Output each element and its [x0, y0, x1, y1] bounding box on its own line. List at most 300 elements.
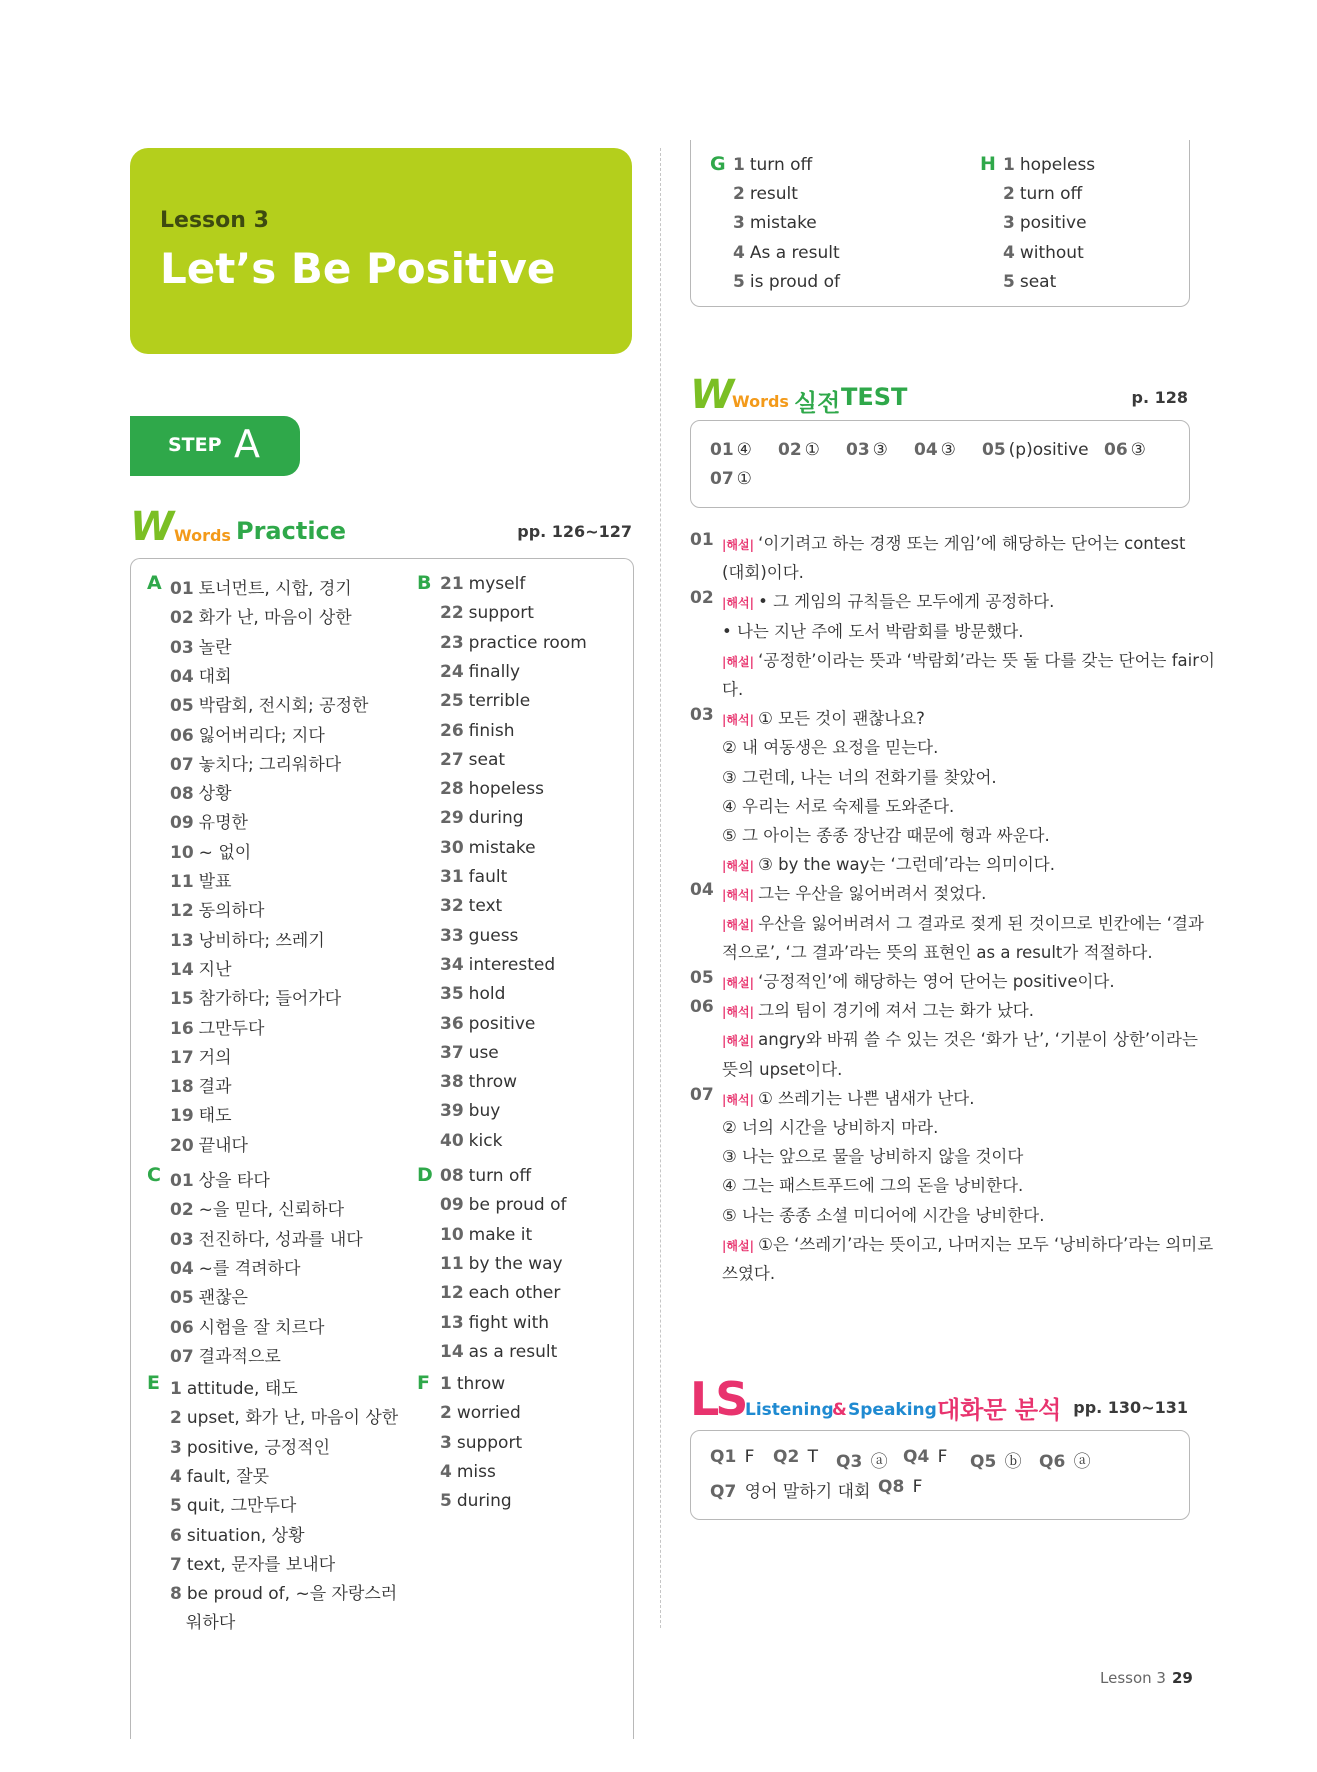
list-item [440, 896, 502, 916]
item-number: 04 [170, 1258, 194, 1279]
answer-value: ⓑ [999, 1452, 1022, 1472]
explanation-number: 02 [690, 588, 714, 609]
item-text: worried [456, 1403, 521, 1424]
list-item [440, 574, 525, 594]
item-number: 06 [170, 725, 194, 746]
item-text: terrible [468, 691, 531, 712]
list-item [733, 155, 812, 175]
item-text: 태도 [198, 1106, 232, 1127]
item-text: during [468, 808, 524, 829]
item-text: mistake [749, 213, 817, 234]
list-item [440, 1014, 535, 1034]
item-number: 08 [170, 784, 194, 805]
explanation-text: 그의 팀이 경기에 져서 그는 화가 났다. [758, 1001, 1034, 1021]
item-number: 17 [170, 1047, 194, 1068]
explanation-tag: |해설| [722, 859, 759, 874]
item-number: 04 [170, 666, 194, 687]
words-label: Words [732, 392, 789, 411]
list-item [170, 1195, 344, 1220]
explanation-text: ③ by the way는 ‘그런데’라는 의미이다. [758, 855, 1055, 875]
list-item [440, 1433, 522, 1453]
item-text: guess [468, 925, 519, 946]
list-item [440, 1043, 499, 1063]
item-text: 그만두다 [198, 1018, 265, 1039]
page-ref: p. 128 [1131, 388, 1188, 407]
answer-value: ① [804, 440, 820, 460]
item-text: turn off [468, 1166, 532, 1186]
item-number: 8 [170, 1584, 182, 1605]
item-number: 4 [733, 242, 745, 263]
item-text: ~을 믿다, 신뢰하다 [198, 1200, 345, 1221]
page-ref: pp. 126~127 [517, 522, 632, 541]
test-ko-label: 실전 [794, 389, 841, 417]
list-item [1003, 155, 1095, 175]
list-item [170, 779, 232, 804]
item-number: 10 [170, 842, 194, 863]
list-item [170, 750, 341, 775]
explanation-line [722, 1085, 975, 1109]
explanation-text: ‘공정한’이라는 뜻과 ‘박람회’라는 뜻 둘 다를 갖는 단어는 fair이 [758, 650, 1215, 670]
item-number: 33 [440, 925, 464, 946]
list-item [440, 662, 520, 682]
list-item [170, 662, 232, 687]
item-text: mistake [468, 837, 536, 858]
explanation-text: ⑤ 나는 종종 소셜 미디어에 시간을 낭비한다. [722, 1205, 1045, 1225]
list-item [1003, 184, 1082, 204]
list-item [733, 272, 840, 292]
lesson-title: Let’s Be Positive [160, 244, 556, 293]
answer-item [1104, 440, 1146, 460]
item-text: 화가 난, 마음이 상한 [198, 608, 352, 629]
list-item [733, 213, 817, 233]
item-text: positive [468, 1013, 536, 1034]
item-text: turn off [749, 155, 813, 175]
explanation-line [722, 793, 954, 817]
explanation-line [722, 968, 1115, 992]
item-text: 대회 [198, 666, 232, 687]
answer-value: T [802, 1447, 819, 1467]
explanation-text: ③ 그런데, 나는 너의 전화기를 찾았어. [722, 767, 997, 787]
group-label-a: A [147, 572, 162, 594]
item-text: make it [468, 1224, 533, 1245]
item-text: 지난 [198, 959, 232, 980]
question-number: Q3 [836, 1452, 863, 1472]
explanation-number: 03 [690, 705, 714, 726]
listening-answer-box [690, 1430, 1190, 1520]
answer-number: 04 [914, 440, 938, 460]
list-item [440, 1342, 557, 1362]
explanation-line [722, 530, 1185, 554]
item-text: 상황 [198, 784, 232, 805]
list-item [1003, 243, 1084, 263]
item-text: hopeless [468, 779, 544, 800]
item-text: 결과 [198, 1077, 232, 1098]
explanation-text: ③ 나는 앞으로 물을 낭비하지 않을 것이다 [722, 1147, 1024, 1167]
item-text: 박람회, 전시회; 공정한 [198, 696, 369, 717]
amp-label: & [832, 1400, 847, 1420]
list-item [733, 243, 840, 263]
item-number: 14 [440, 1341, 464, 1362]
item-number: 31 [440, 867, 464, 887]
item-number: 16 [170, 1018, 194, 1039]
ls-answer-item [970, 1447, 1022, 1472]
item-text: myself [468, 574, 526, 594]
list-item [170, 1225, 363, 1250]
answer-value: ④ [736, 440, 752, 460]
item-number: 34 [440, 954, 464, 975]
item-number: 07 [170, 1346, 194, 1367]
list-item [170, 1166, 270, 1191]
question-number: Q6 [1039, 1452, 1066, 1472]
item-number: 07 [170, 754, 194, 775]
item-text: each other [468, 1283, 561, 1304]
list-item [440, 838, 536, 858]
question-number: Q7 [710, 1482, 737, 1502]
item-text: 발표 [198, 872, 232, 892]
ls-answer-item [903, 1447, 947, 1467]
item-number: 22 [440, 603, 464, 624]
explanation-line [722, 1114, 938, 1138]
explanation-line [722, 997, 1034, 1021]
explanation-line [722, 1143, 1023, 1167]
explanation-line [722, 1231, 1213, 1255]
explanation-text: ①은 ‘쓰레기’라는 뜻이고, 나머지는 모두 ‘낭비하다’라는 의미로 [758, 1234, 1214, 1254]
list-item [440, 984, 505, 1004]
answer-value: F [907, 1477, 923, 1497]
item-number: 12 [440, 1283, 464, 1304]
answer-number: 01 [710, 440, 734, 460]
answer-number: 03 [846, 440, 870, 460]
item-text: kick [468, 1130, 503, 1151]
answer-number: 07 [710, 469, 734, 489]
answer-value: ⓐ [1068, 1452, 1091, 1472]
item-text: support [456, 1432, 523, 1453]
explanation-line [722, 1026, 1198, 1050]
item-number: 27 [440, 749, 464, 770]
explanation-line [722, 676, 743, 700]
list-item [170, 984, 341, 1009]
list-item [440, 1283, 560, 1303]
item-number: 13 [170, 930, 194, 951]
item-text: 잃어버리다; 지다 [198, 725, 325, 746]
list-item [170, 1403, 398, 1428]
explanation-text: 다. [722, 680, 744, 699]
w-logo-icon: W [690, 372, 733, 418]
page-ref: pp. 130~131 [1073, 1398, 1188, 1417]
item-text: As a result [749, 242, 840, 263]
list-item [170, 691, 368, 716]
explanation-text: 우산을 잃어버려서 그 결과로 젖게 된 것이므로 빈칸에는 ‘결과 [758, 913, 1204, 933]
list-item [170, 867, 232, 892]
item-text: by the way [468, 1253, 563, 1274]
list-item [440, 1491, 512, 1511]
item-text: be proud of [468, 1195, 567, 1216]
explanation-text: ‘이기려고 하는 경쟁 또는 게임’에 해당하는 단어는 contest [758, 534, 1186, 553]
list-item [440, 867, 507, 887]
item-number: 6 [170, 1525, 182, 1546]
list-item [440, 1131, 502, 1151]
explanation-text: ① 쓰레기는 나쁜 냄새가 난다. [758, 1088, 975, 1108]
words-practice-heading [130, 506, 632, 552]
item-number: 14 [170, 959, 194, 980]
listening-speaking-heading [690, 1372, 1188, 1430]
answer-value: ① [736, 469, 752, 489]
item-number: 28 [440, 779, 464, 800]
answer-value: 영어 말하기 대회 [739, 1482, 871, 1502]
explanation-tag: |해설| [722, 538, 759, 552]
item-number: 1 [733, 155, 745, 175]
list-item [170, 808, 248, 833]
explanation-line [722, 880, 986, 904]
page-number: 29 [1172, 1669, 1193, 1687]
item-number: 19 [170, 1106, 194, 1127]
explanation-line [722, 1202, 1044, 1226]
item-number: 23 [440, 632, 464, 653]
item-number: 2 [733, 184, 745, 205]
item-number: 06 [170, 1317, 194, 1338]
words-test-heading [690, 372, 1188, 420]
answer-item [846, 440, 888, 460]
explanation-text: • 나는 지난 주에 도서 박람회를 방문했다. [722, 621, 1024, 641]
explanation-tag: |해석| [722, 1092, 759, 1107]
item-text: as a result [468, 1341, 558, 1362]
list-item-continuation: 워하다 [186, 1613, 236, 1634]
explanation-line [722, 559, 804, 583]
item-text: support [468, 603, 534, 624]
item-text: 토너먼트, 시합, 경기 [198, 579, 352, 599]
explanation-text: 뜻의 upset이다. [722, 1059, 843, 1079]
group-label-e: E [147, 1372, 160, 1394]
column-divider [660, 148, 661, 1628]
item-text: 낭비하다; 쓰레기 [198, 930, 325, 951]
explanation-text: ④ 우리는 서로 숙제를 도와준다. [722, 796, 955, 816]
item-text: 시험을 잘 치르다 [198, 1317, 325, 1338]
speaking-label: Speaking [848, 1400, 937, 1420]
list-item [440, 721, 515, 741]
explanation-number: 07 [690, 1084, 714, 1105]
item-number: 37 [440, 1042, 464, 1063]
list-item [170, 721, 325, 746]
item-number: 01 [170, 1171, 194, 1191]
item-text: hopeless [1019, 155, 1096, 175]
explanation-text: ⑤ 그 아이는 종종 장난감 때문에 형과 싸운다. [722, 826, 1050, 845]
item-number: 02 [170, 1200, 194, 1221]
item-number: 03 [170, 1229, 194, 1250]
answer-value: ③ [1130, 440, 1146, 460]
item-number: 18 [170, 1077, 194, 1098]
list-item [170, 838, 251, 863]
item-number: 1 [1003, 155, 1015, 175]
answer-value: ③ [872, 440, 888, 460]
group-label-d: D [417, 1164, 433, 1186]
item-number: 12 [170, 901, 194, 922]
answer-value: ⓐ [865, 1452, 888, 1472]
item-text: 놀란 [198, 637, 232, 658]
item-number: 11 [170, 872, 194, 892]
list-item [170, 1374, 298, 1399]
item-number: 02 [170, 608, 194, 629]
explanation-text: (대회)이다. [722, 563, 804, 583]
test-en-label: TEST [841, 383, 908, 411]
explanation-line [722, 734, 938, 758]
ls-answer-item [773, 1447, 818, 1467]
item-text: seat [468, 749, 506, 770]
item-number: 40 [440, 1130, 464, 1151]
explanation-text: ① 모든 것이 괜찮나요? [758, 709, 925, 729]
answer-value: F [932, 1447, 948, 1467]
item-number: 39 [440, 1101, 464, 1122]
item-text: be proud of, ~을 자랑스러 [186, 1584, 398, 1605]
item-text: positive [1019, 213, 1087, 234]
item-text: seat [1019, 271, 1057, 292]
list-item [170, 1433, 330, 1458]
item-text: throw [456, 1374, 506, 1394]
list-item [170, 1072, 232, 1097]
list-item [440, 1225, 532, 1245]
list-item [1003, 213, 1087, 233]
explanation-number: 06 [690, 997, 714, 1018]
list-item [170, 603, 352, 628]
item-text: situation, 상황 [186, 1525, 305, 1546]
explanation-tag: |해설| [722, 917, 759, 932]
item-number: 05 [170, 696, 194, 717]
explanation-line [722, 618, 1023, 642]
item-text: 거의 [198, 1047, 232, 1068]
item-number: 38 [440, 1072, 464, 1093]
answer-value: F [739, 1447, 755, 1467]
item-text: use [468, 1042, 499, 1063]
explanation-number: 04 [690, 880, 714, 901]
item-text: ~를 격려하다 [198, 1258, 301, 1279]
dialogue-analysis-label: 대화문 분석 [937, 1396, 1062, 1424]
answer-item [982, 440, 1089, 460]
item-number: 3 [440, 1432, 452, 1453]
explanation-line [722, 851, 1055, 875]
list-item [170, 1491, 296, 1516]
question-number: Q5 [970, 1452, 997, 1472]
item-text: 전진하다, 성과를 내다 [198, 1229, 363, 1250]
item-number: 13 [440, 1312, 464, 1333]
list-item [440, 691, 530, 711]
explanation-line [722, 588, 1054, 612]
item-number: 15 [170, 989, 194, 1010]
item-number: 26 [440, 720, 464, 741]
list-item [440, 808, 524, 828]
item-number: 7 [170, 1554, 182, 1575]
explanation-line [722, 910, 1204, 934]
group-label-g: G [710, 153, 726, 175]
item-number: 25 [440, 691, 464, 712]
explanation-line [722, 764, 997, 788]
list-item [170, 1313, 324, 1338]
item-text: text, 문자를 보내다 [186, 1554, 336, 1575]
step-word: STEP [168, 434, 222, 456]
list-item [170, 1043, 232, 1068]
list-item [440, 1166, 531, 1186]
question-number: Q4 [903, 1447, 930, 1467]
item-number: 01 [170, 579, 194, 599]
list-item [733, 184, 798, 204]
item-number: 2 [1003, 184, 1015, 205]
list-item [440, 955, 555, 975]
list-item [440, 1072, 517, 1092]
list-item [170, 1342, 281, 1367]
footer-lesson: Lesson 3 [1100, 1669, 1166, 1687]
explanation-line [722, 1172, 1023, 1196]
item-text: finish [468, 720, 515, 741]
list-item [170, 1131, 248, 1156]
item-text: practice room [468, 632, 587, 653]
item-number: 35 [440, 984, 464, 1005]
item-number: 4 [1003, 242, 1015, 263]
item-number: 5 [733, 271, 745, 292]
item-number: 05 [170, 1288, 194, 1309]
explanation-line [722, 1260, 775, 1284]
item-text: quit, 그만두다 [186, 1496, 297, 1517]
item-number: 3 [1003, 213, 1015, 234]
explanation-tag: |해석| [722, 888, 759, 903]
explanation-line [722, 939, 1153, 963]
list-item [170, 1521, 305, 1546]
item-number: 09 [440, 1195, 464, 1216]
item-number: 2 [440, 1403, 452, 1424]
explanation-text: 그는 우산을 잃어버려서 젖었다. [758, 884, 987, 904]
item-number: 5 [440, 1491, 452, 1512]
answer-item [914, 440, 956, 460]
item-number: 1 [170, 1379, 182, 1399]
item-text: positive, 긍정적인 [186, 1437, 331, 1458]
group-label-c: C [147, 1164, 161, 1186]
ls-answer-item [878, 1477, 922, 1497]
list-item [440, 779, 544, 799]
item-text: 결과적으로 [198, 1346, 281, 1367]
explanation-number: 05 [690, 968, 714, 988]
question-number: Q8 [878, 1477, 905, 1497]
item-number: 20 [170, 1135, 194, 1156]
item-number: 03 [170, 637, 194, 658]
item-number: 4 [170, 1466, 182, 1487]
item-number: 11 [440, 1253, 464, 1274]
explanation-text: angry와 바꿔 쓸 수 있는 것은 ‘화가 난’, ‘기분이 상한’이라는 [758, 1030, 1198, 1050]
list-item [440, 1462, 496, 1482]
list-item [170, 574, 352, 599]
item-text: fault [468, 867, 508, 887]
item-text: interested [468, 954, 556, 975]
explanation-tag: |해석| [722, 713, 759, 728]
item-text: turn off [1019, 184, 1083, 205]
explanation-tag: |해설| [722, 976, 759, 990]
item-number: 3 [733, 213, 745, 234]
item-number: 24 [440, 661, 464, 682]
ls-answer-item [1039, 1447, 1091, 1472]
list-item [440, 926, 518, 946]
item-text: 참가하다; 들어가다 [198, 989, 342, 1010]
item-text: miss [456, 1461, 496, 1482]
item-text: ~ 없이 [198, 842, 252, 863]
item-text: 동의하다 [198, 901, 265, 922]
list-item [170, 955, 232, 980]
words-test-answer-box [690, 420, 1190, 508]
list-item [440, 1101, 500, 1121]
list-item [440, 603, 534, 623]
list-item [440, 1403, 521, 1423]
item-text: 끝내다 [198, 1135, 248, 1156]
explanation-tag: |해석| [722, 1005, 759, 1020]
explanation-line [722, 1056, 842, 1080]
item-text: 유명한 [198, 813, 248, 834]
item-number: 08 [440, 1166, 464, 1186]
answer-item [710, 440, 752, 460]
